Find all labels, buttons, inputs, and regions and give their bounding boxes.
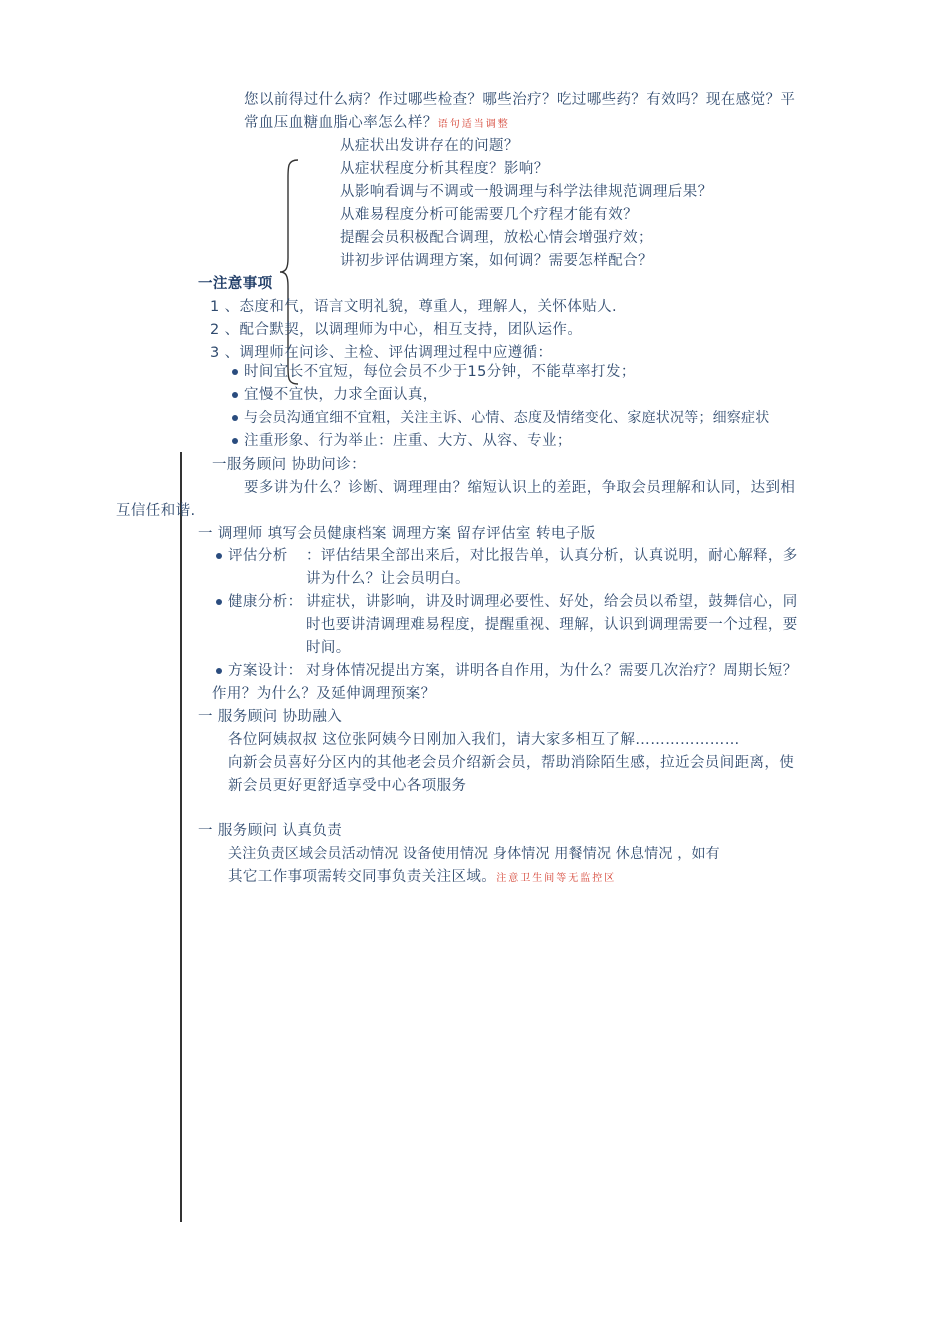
intro-note: 语句适当调整 [437, 119, 510, 130]
consult-heading: 一服务顾问 协助问诊： [212, 457, 367, 473]
left-margin-rule [180, 452, 182, 1222]
eval-line-2: 讲为什么？让会员明白。 [306, 571, 470, 587]
bullet-icon [232, 415, 238, 421]
responsible-line-1: 关注负责区域会员活动情况 设备使用情况 身体情况 用餐情况 休息情况 ，如有 [228, 846, 720, 862]
consult-line-1: 要多讲为什么？诊断、调理理由？缩短认识上的差距，争取会员理解和认同，达到相 [244, 480, 796, 496]
notes-bullet-3: 与会员沟通宜细不宜粗，关注主诉、心情、态度及情绪变化、家庭状况等；细察症状 [244, 410, 770, 426]
analysis-item-4: 从难易程度分析可能需要几个疗程才能有效？ [340, 207, 638, 223]
eval-label: 评估分析 [228, 548, 288, 564]
intro-line-2 [244, 113, 510, 135]
bullet-icon [216, 553, 222, 559]
plan-line-1: 对身体情况提出方案，讲明各自作用，为什么？需要几次治疗？周期长短？ [306, 663, 798, 679]
plan-label: 方案设计： [228, 663, 303, 679]
responsible-note: 注意卫生间等无监控区 [496, 873, 617, 884]
bullet-icon [216, 599, 222, 605]
integrate-line-1: 各位阿姨叔叔 这位张阿姨今日刚加入我们，请大家多相互了解………………… [228, 732, 740, 748]
plan-line-2: 作用？为什么？及延伸调理预案？ [212, 686, 436, 702]
health-line-3: 时间。 [306, 640, 351, 656]
notes-bullet-4: 注重形象、行为举止：庄重、大方、从容、专业； [244, 433, 572, 449]
health-label: 健康分析： [228, 594, 303, 610]
therapist-heading: 一 调理师 填写会员健康档案 调理方案 留存评估室 转电子版 [198, 526, 596, 542]
notes-item-1: 1 、态度和气，语言文明礼貌，尊重人，理解人，关怀体贴人. [210, 299, 618, 315]
eval-line-1: ：评估结果全部出来后，对比报告单，认真分析，认真说明，耐心解释，多 [306, 548, 798, 564]
responsible-line-2 [228, 867, 616, 889]
bullet-icon [232, 369, 238, 375]
health-line-1: 讲症状，讲影响，讲及时调理必要性、好处，给会员以希望，鼓舞信心，同 [306, 594, 798, 610]
bullet-icon [232, 392, 238, 398]
responsible-line-2-text: 其它工作事项需转交同事负责关注区域。 [228, 869, 497, 885]
analysis-item-6: 讲初步评估调理方案，如何调？需要怎样配合？ [340, 253, 653, 269]
notes-item-2: 2 、配合默契，以调理师为中心，相互支持，团队运作。 [210, 322, 583, 338]
bullet-icon [216, 668, 222, 674]
notes-heading: 一注意事项 [198, 276, 273, 292]
bullet-icon [232, 438, 238, 444]
intro-line-2-text: 常血压血糖血脂心率怎么样？ [244, 115, 438, 131]
analysis-item-2: 从症状程度分析其程度？影响？ [340, 161, 549, 177]
analysis-item-5: 提醒会员积极配合调理，放松心情会增强疗效； [340, 230, 653, 246]
analysis-item-3: 从影响看调与不调或一般调理与科学法律规范调理后果？ [340, 184, 713, 200]
analysis-item-1: 从症状出发讲存在的问题？ [340, 138, 519, 154]
notes-bullet-1: 时间宜长不宜短，每位会员不少于15分钟，不能草率打发； [244, 364, 636, 380]
health-line-2: 时也要讲清调理难易程度，提醒重视、理解，认识到调理需要一个过程，要 [306, 617, 798, 633]
integrate-line-2: 向新会员喜好分区内的其他老会员介绍新会员，帮助消除陌生感，拉近会员间距离，使 [228, 755, 795, 771]
intro-line-1: 您以前得过什么病？作过哪些检查？哪些治疗？吃过哪些药？有效吗？现在感觉？平 [244, 92, 796, 108]
notes-item-3: 3 、调理师在问诊、主检、评估调理过程中应遵循： [210, 345, 553, 361]
responsible-heading: 一 服务顾问 认真负责 [198, 823, 343, 839]
consult-line-2: 互信任和谐. [116, 503, 196, 519]
integrate-line-3: 新会员更好更舒适享受中心各项服务 [228, 778, 467, 794]
integrate-heading: 一 服务顾问 协助融入 [198, 709, 343, 725]
notes-bullet-2: 宜慢不宜快，力求全面认真， [244, 387, 438, 403]
